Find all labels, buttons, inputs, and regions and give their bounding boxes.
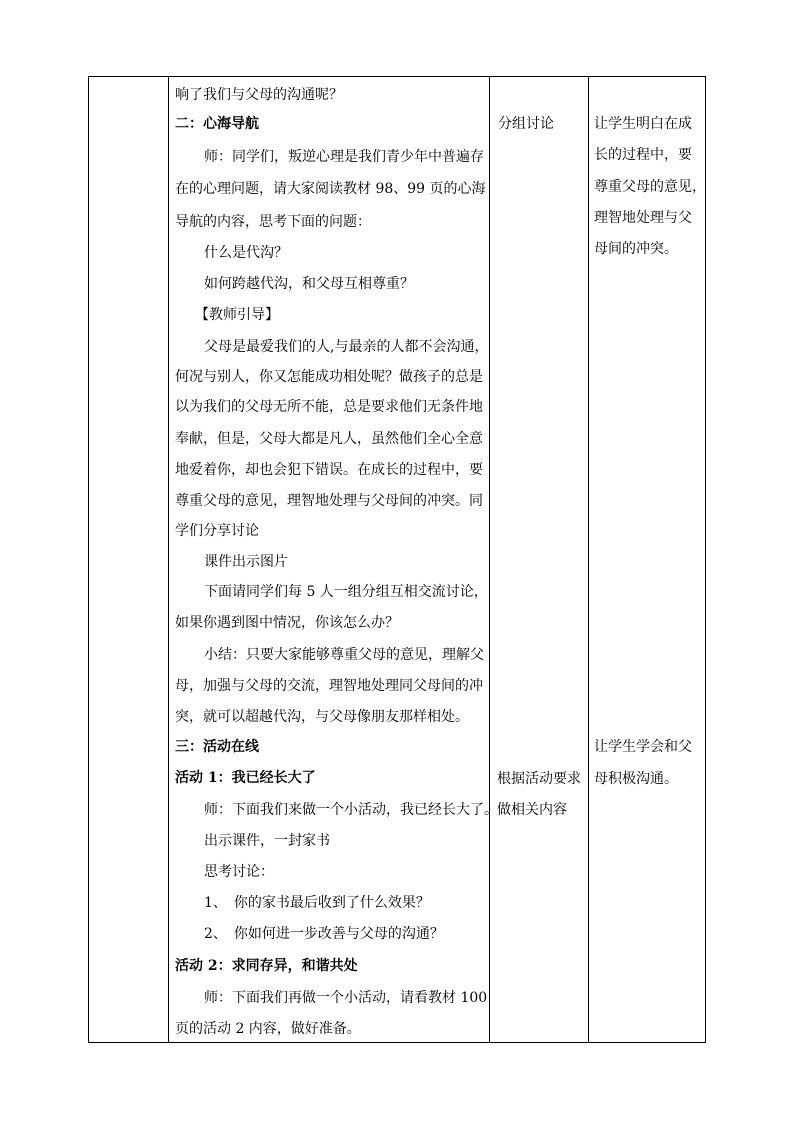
text-line: 思考讨论： (204, 864, 274, 880)
text-line: 师：下面我们来做一个小活动，我已经长大了。 (204, 802, 498, 818)
list-item: 2、 你如何进一步改善与父母的沟通？ (204, 926, 444, 942)
intent-text: 让学生学会和父 (594, 739, 692, 755)
text-line: 响了我们与父母的沟通呢？ (175, 87, 343, 103)
intent-text: 母间的冲突。 (594, 241, 678, 257)
text-line: 父母是最爱我们的人,与最亲的人都不会沟通， (204, 339, 489, 355)
text-line: 师：下面我们再做一个小活动，请看教材 100 (204, 990, 488, 1006)
text-line: 奉献，但是，父母大都是凡人，虽然他们全心全意 (175, 431, 483, 447)
intent-text: 母积极沟通。 (594, 771, 678, 787)
text-line: 突，就可以超越代沟，与父母像朋友那样相处。 (175, 709, 469, 725)
text-line: 课件出示图片 (204, 554, 288, 570)
column-divider (588, 77, 589, 1042)
section-heading: 二：心海导航 (175, 116, 259, 132)
activity-heading: 活动 1：我已经长大了 (175, 770, 316, 786)
text-line: 母，加强与父母的交流，理智地处理同父母间的冲 (175, 678, 483, 694)
text-line: 下面请同学们每 5 人一组分组互相交流讨论， (204, 584, 488, 600)
list-item: 1、 你的家书最后收到了什么效果？ (204, 895, 430, 911)
text-line: 师：同学们，叛逆心理是我们青少年中普遍存 (204, 149, 484, 165)
text-line: 导航的内容，思考下面的问题： (175, 214, 371, 230)
intent-text: 尊重父母的意见， (594, 179, 706, 195)
intent-text: 理智地处理与父 (594, 210, 692, 226)
text-line: 以为我们的父母无所不能，总是要求他们无条件地 (175, 399, 483, 415)
lesson-plan-table (88, 76, 706, 1043)
text-line: 如果你遇到图中情况，你该怎么办？ (175, 615, 399, 631)
text-line: 小结：只要大家能够尊重父母的意见，理解父 (204, 647, 484, 663)
column-divider (489, 77, 490, 1042)
text-line: 在的心理问题，请大家阅读教材 98、99 页的心海 (175, 181, 486, 197)
intent-text: 长的过程中，要 (594, 147, 692, 163)
column-divider (168, 77, 169, 1042)
text-line: 地爱着你，却也会犯下错误。在成长的过程中，要 (175, 462, 483, 478)
text-line: 何况与别人，你又怎能成功相处呢？做孩子的总是 (175, 369, 483, 385)
text-line: 学们分享讨论 (175, 523, 259, 539)
section-heading: 三：活动在线 (175, 739, 259, 755)
method-text: 分组讨论 (498, 116, 554, 132)
intent-text: 让学生明白在成 (594, 116, 692, 132)
subheading: 【教师引导】 (195, 307, 279, 323)
method-text: 做相关内容 (497, 802, 567, 818)
method-text: 根据活动要求 (497, 771, 581, 787)
text-line: 页的活动 2 内容，做好准备。 (175, 1021, 361, 1037)
activity-heading: 活动 2：求同存异，和谐共处 (175, 958, 358, 974)
question-line: 什么是代沟？ (204, 245, 288, 261)
question-line: 如何跨越代沟，和父母互相尊重？ (204, 276, 414, 292)
text-line: 尊重父母的意见，理智地处理与父母间的冲突。同 (175, 493, 483, 509)
text-line: 出示课件，一封家书 (204, 833, 330, 849)
